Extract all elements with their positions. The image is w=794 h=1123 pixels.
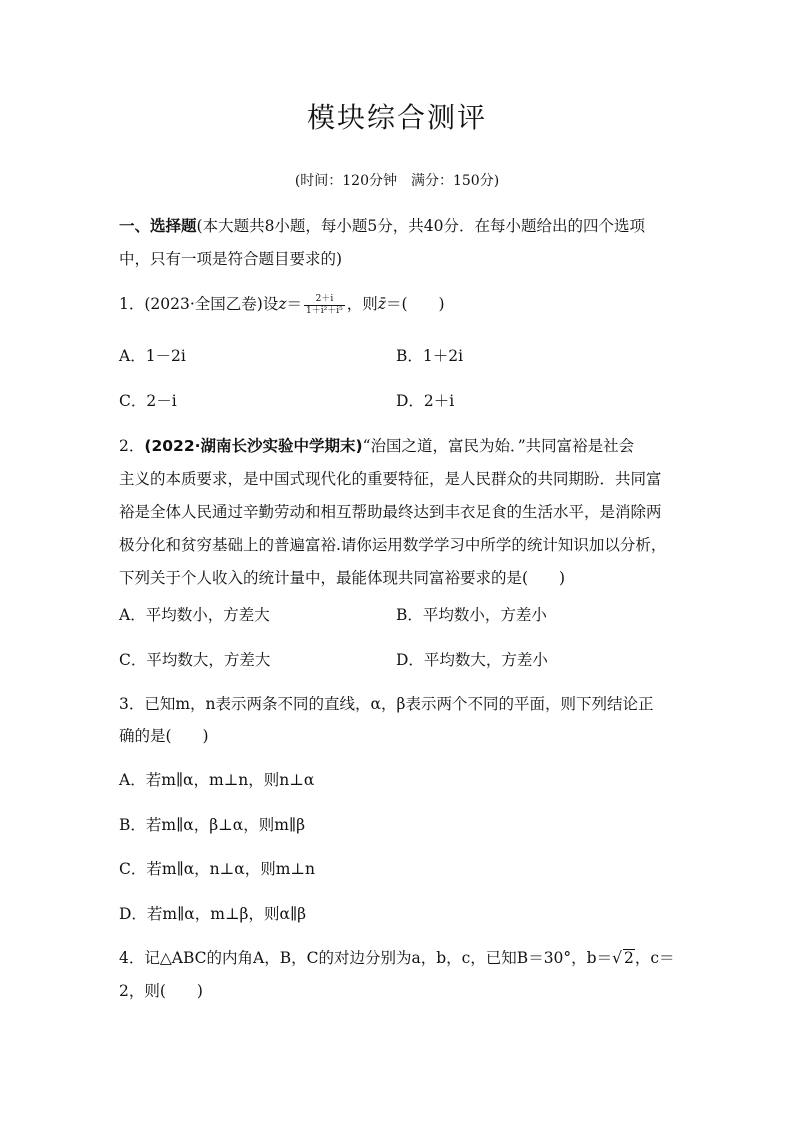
sqrt-radicand: 2 [623,949,634,967]
question-1-source: (2023·全国乙卷) [144,295,263,313]
section-instruction-line-1 [119,214,645,236]
sqrt-sign: √ [612,949,622,967]
question-2-source: (2022·湖南长沙实验中学期末) [144,437,363,455]
question-2-option-b: B．平均数小，方差小 [396,606,547,624]
question-1-option-a: A．1－2i [119,347,186,365]
question-2-line-3: 裕是全体人民通过辛勤劳动和相互帮助最终达到丰衣足食的生活水平，是消除两 [119,503,662,521]
question-3-line-2: 确的是( ) [119,727,209,745]
equals-sign: ＝ [286,295,303,313]
exam-info: (时间：120分钟 满分：150分) [294,173,500,189]
fraction-numerator: 2＋i [304,294,345,306]
question-3-line-1: 3．已知m，n表示两条不同的直线，α，β表示两个不同的平面，则下列结论正 [119,695,654,713]
question-4-text-tail: ，c＝ [634,949,675,967]
question-2-line-2: 主义的本质要求，是中国式现代化的重要特征，是人民群众的共同期盼．共同富 [119,470,662,488]
section-instruction-text: (本大题共8小题，每小题5分，共40分．在每小题给出的四个选项 [196,217,646,235]
question-1-number: 1． [119,295,145,313]
question-2-text: “治国之道，富民为始．”共同富裕是社会 [362,437,635,455]
question-1-pre: 设 [262,295,279,313]
section-instruction-line-2: 中，只有一项是符合题目要求的) [119,250,343,268]
question-3-option-c: C．若m∥α，n⊥α，则m⊥n [119,860,315,878]
question-2-number: 2． [119,437,145,455]
question-2-option-d: D．平均数大，方差小 [396,651,548,669]
var-z-conjugate: z̄ [377,295,386,313]
question-2-option-c: C．平均数大，方差大 [119,651,271,669]
fraction [304,294,345,317]
question-1-stem [119,292,445,317]
question-1-option-d: D．2＋i [396,392,455,410]
question-2-line-4: 极分化和贫穷基础上的普遍富裕.请你运用数学学习中所学的统计知识加以分析， [119,536,667,554]
question-1-post: ，则 [346,295,378,313]
question-3-option-b: B．若m∥α，β⊥α，则m∥β [119,816,306,834]
question-1-option-b: B．1＋2i [396,347,464,365]
answer-blank: ＝( ) [385,295,445,313]
question-2-line-1 [119,434,634,456]
question-3-option-d: D．若m∥α，m⊥β，则α∥β [119,905,307,923]
fraction-denominator: 1＋i²＋i⁵ [306,305,343,316]
question-2-line-5: 下列关于个人收入的统计量中，最能体现共同富裕要求的是( ) [119,569,566,587]
question-4-line-1 [119,946,675,968]
question-4-text: 4．记△ABC的内角A，B，C的对边分别为a，b，c，已知B＝30°，b＝ [119,949,613,967]
section-heading: 一、选择题 [119,217,197,235]
var-z: z [278,295,287,313]
page-title: 模块综合测评 [306,101,487,134]
question-4-line-2: 2，则( ) [119,982,203,1000]
question-1-option-c: C．2－i [119,392,177,410]
question-3-option-a: A．若m∥α，m⊥n，则n⊥α [119,771,315,789]
question-2-option-a: A．平均数小，方差大 [119,606,270,624]
